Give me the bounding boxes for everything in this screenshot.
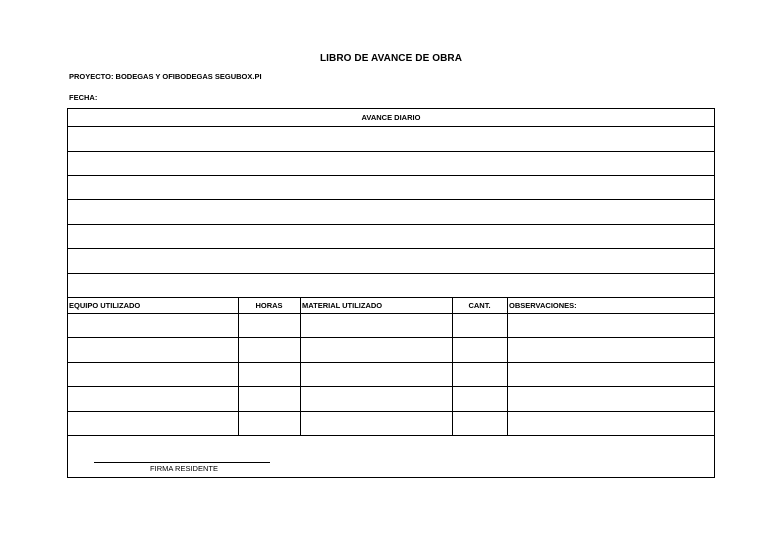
- col-separator: [452, 297, 453, 436]
- signature-label: FIRMA RESIDENTE: [150, 464, 218, 473]
- avance-row-4[interactable]: [68, 200, 714, 224]
- table-bottom-divider: [68, 435, 714, 436]
- work-log-form: [67, 108, 715, 478]
- avance-row-5[interactable]: [68, 225, 714, 248]
- avance-row-3[interactable]: [68, 176, 714, 199]
- col-header-cant: CANT.: [468, 301, 491, 310]
- col-header-material: MATERIAL UTILIZADO: [302, 301, 383, 310]
- resource-row-3[interactable]: [68, 363, 714, 386]
- project-label: PROYECTO: BODEGAS Y OFIBODEGAS SEGUBOX.PI: [69, 72, 262, 81]
- col-header-equipo: EQUIPO UTILIZADO: [69, 301, 141, 310]
- row-divider: [68, 297, 714, 298]
- signature-line[interactable]: [94, 462, 270, 463]
- resource-row-4[interactable]: [68, 387, 714, 411]
- avance-diario-header: AVANCE DIARIO: [361, 113, 421, 122]
- col-separator: [238, 297, 239, 436]
- col-header-horas: HORAS: [255, 301, 283, 310]
- resource-row-5[interactable]: [68, 412, 714, 435]
- resource-row-2[interactable]: [68, 338, 714, 362]
- avance-row-2[interactable]: [68, 152, 714, 175]
- resource-row-1[interactable]: [68, 314, 714, 337]
- avance-row-6[interactable]: [68, 249, 714, 273]
- col-separator: [300, 297, 301, 436]
- date-label[interactable]: FECHA:: [69, 93, 98, 102]
- avance-row-7[interactable]: [68, 274, 714, 297]
- avance-row-1[interactable]: [68, 127, 714, 151]
- page-title: LIBRO DE AVANCE DE OBRA: [319, 53, 463, 64]
- col-separator: [507, 297, 508, 436]
- col-header-observaciones: OBSERVACIONES:: [509, 301, 577, 310]
